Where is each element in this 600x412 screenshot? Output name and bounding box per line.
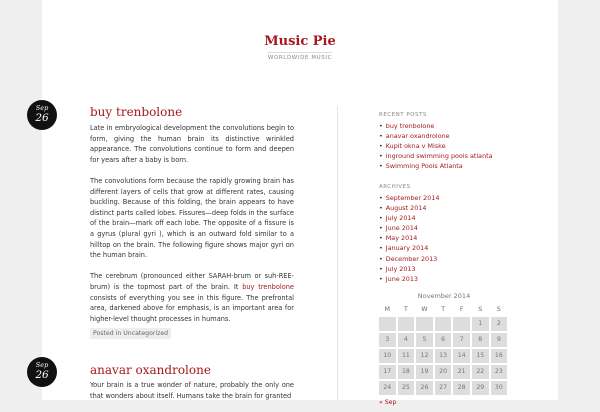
calendar-weekday-header: S [478,306,483,313]
calendar-empty-cell [398,317,415,331]
calendar-empty-cell [416,317,433,331]
recent-post-link[interactable]: • anavar oxandrolone [379,131,529,141]
calendar-day: 8 [472,333,489,347]
post-paragraph: Late in embryological development the convolutions begin to form, giving the human brain its distinctive wrinkled appearance. The convolutions continue to form and deepen for years after a baby is born. [90,124,294,164]
calendar-day: 21 [453,365,470,379]
calendar-weekday-header: S [496,306,501,313]
archive-link[interactable]: • May 2014 [379,233,529,243]
calendar-day: 29 [472,381,489,395]
calendar-day: 18 [398,365,415,379]
post-paragraph [90,271,294,324]
recent-posts-list [379,121,529,171]
calendar-day: 27 [435,381,452,395]
post-paragraph: The convolutions form because the rapidly growing brain has different layers of cells that grow at different rates, causing buckling. Because of this folding, the brain appears to have distinct parts called lobes. Fissures—deep folds in the surface of the brain—mark off each lobe. The opposite of a fissure is a gyrus (plural gyri ), which is an outward fold similar to a hilltop on the brain. The following figure shows major gyri on the human brain. [90,176,294,260]
archive-link[interactable]: • August 2014 [379,203,529,213]
archives-list [379,193,529,284]
calendar-day: 14 [453,349,470,363]
calendar-widget [379,291,509,407]
archive-link[interactable]: • July 2013 [379,264,529,274]
archive-link[interactable]: • June 2013 [379,274,529,284]
calendar-day: 11 [398,349,415,363]
recent-posts-heading: RECENT POSTS [379,112,427,118]
calendar-day: 9 [491,333,508,347]
calendar-day: 26 [416,381,433,395]
archive-link[interactable]: • July 2014 [379,213,529,223]
recent-post-link[interactable]: • Kupit okna v Miske [379,141,529,151]
recent-post-link[interactable]: • buy trenbolone [379,121,529,131]
calendar-day: 16 [491,349,508,363]
archive-link[interactable]: • January 2014 [379,243,529,253]
sidebar-divider [337,106,338,400]
post-date-day: 26 [35,112,49,124]
recent-post-link[interactable]: • Swimming Pools Atlanta [379,161,529,171]
post-category-meta [90,328,171,339]
calendar-day: 1 [472,317,489,331]
post-text: consists of everything you see in this figure. The prefrontal area, darkened above for emphasis, is an important area for higher-level thought processes in humans. [90,293,294,323]
calendar-weekday-header: F [459,306,464,313]
post-title[interactable]: anavar oxandrolone [90,363,211,377]
calendar-day: 22 [472,365,489,379]
post-date-month: Sep [35,361,49,369]
calendar-day: 12 [416,349,433,363]
archive-link[interactable]: • December 2013 [379,254,529,264]
calendar-empty-cell [379,317,396,331]
calendar-day: 4 [398,333,415,347]
calendar-day: 25 [398,381,415,395]
archives-heading: ARCHIVES [379,184,411,190]
site-title[interactable]: Music Pie [264,34,336,49]
calendar-day: 19 [416,365,433,379]
calendar-weekday-header: M [384,306,390,313]
calendar-prev-link[interactable]: « Sep [379,399,397,406]
post-body [90,123,294,335]
calendar-day: 23 [491,365,508,379]
calendar-empty-cell [435,317,452,331]
calendar-day: 5 [416,333,433,347]
calendar-day: 10 [379,349,396,363]
recent-post-link[interactable]: • inground swimming pools atlanta [379,151,529,161]
posted-in-label: Posted in [93,330,124,337]
calendar-day: 24 [379,381,396,395]
post-date-day: 26 [35,369,49,381]
calendar-day: 13 [435,349,452,363]
title-divider [268,52,332,53]
post-body [90,380,294,412]
archive-link[interactable]: • September 2014 [379,193,529,203]
calendar-weekday-header: W [421,306,428,313]
calendar-day: 30 [491,381,508,395]
calendar-grid [379,304,509,395]
post-date-month: Sep [35,104,49,112]
archive-link[interactable]: • June 2014 [379,223,529,233]
calendar-day: 6 [435,333,452,347]
post-title[interactable]: buy trenbolone [90,105,183,119]
calendar-caption: November 2014 [417,292,471,300]
calendar-day: 15 [472,349,489,363]
calendar-day: 28 [453,381,470,395]
post-paragraph: Your brain is a true wonder of nature, probably the only one that wonders about itself. Humans take the brain for granted [90,381,294,400]
calendar-day: 7 [453,333,470,347]
post-date-badge [27,357,57,387]
post-date-badge [27,100,57,130]
post-text: The cerebrum (pronounced either SARAH-brum or suh-REE-brum) is the topmost part of the brain. It [90,272,294,291]
post-inline-link[interactable]: buy trenbolone [242,282,294,291]
calendar-day: 3 [379,333,396,347]
calendar-day: 2 [491,317,508,331]
calendar-weekday-header: T [404,306,408,313]
category-link[interactable]: Uncategorized [123,330,169,337]
calendar-weekday-header: T [441,306,445,313]
calendar-day: 17 [379,365,396,379]
calendar-day: 20 [435,365,452,379]
site-description: WORLDWIDE MUSIC [267,55,333,61]
calendar-empty-cell [453,317,470,331]
